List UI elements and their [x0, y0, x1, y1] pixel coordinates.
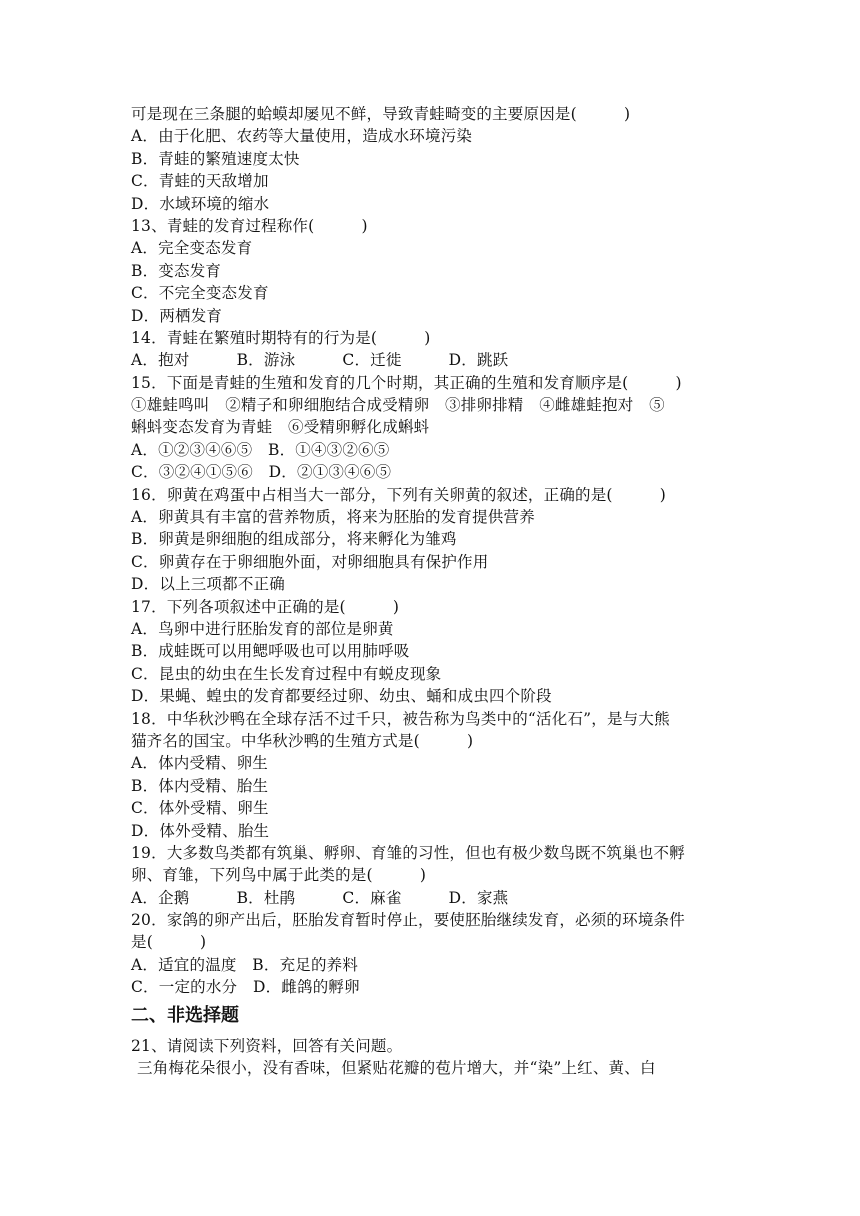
- option-line: D．水域环境的缩水: [131, 194, 270, 213]
- option-line: D．以上三项都不正确: [131, 575, 285, 594]
- option-line: B．成蛙既可以用鳃呼吸也可以用肺呼吸: [131, 642, 410, 661]
- option-line: D．果蝇、蝗虫的发育都要经过卵、幼虫、蛹和成虫四个阶段: [131, 687, 552, 706]
- option-line: A．完全变态发育: [131, 239, 253, 258]
- text-line: 卵、育雏，下列鸟中属于此类的是( ): [131, 866, 427, 885]
- option-line: A．①②③④⑥⑤ B．①④③②⑥⑤: [131, 440, 390, 459]
- option-line: A．鸟卵中进行胚胎发育的部位是卵黄: [131, 619, 394, 638]
- question-21: 21、请阅读下列资料，回答有关问题。: [131, 1036, 403, 1055]
- option-line: A．企鹅 B．杜鹃 C．麻雀 D．家燕: [131, 888, 509, 907]
- text-line: 蝌蚪变态发育为青蛙 ⑥受精卵孵化成蝌蚪: [131, 418, 430, 437]
- option-line: B．变态发育: [131, 261, 222, 280]
- question-19: 19．大多数鸟类都有筑巢、孵卵、育雏的习性，但也有极少数鸟既不筑巢也不孵: [131, 843, 685, 862]
- passage-line: 三角梅花朵很小，没有香味，但紧贴花瓣的苞片增大，并“染”上红、黄、白: [137, 1059, 656, 1078]
- option-line: A．适宜的温度 B．充足的养料: [131, 955, 359, 974]
- question-18: 18．中华秋沙鸭在全球存活不过千只，被告称为鸟类中的“活化石”，是与大熊: [131, 709, 670, 728]
- option-line: C．体外受精、卵生: [131, 799, 269, 818]
- option-line: C．昆虫的幼虫在生长发育过程中有蜕皮现象: [131, 664, 442, 683]
- section-heading: 二、非选择题: [131, 1004, 239, 1026]
- question-20: 20．家鸽的卵产出后，胚胎发育暂时停止，要使胚胎继续发育，必须的环境条件: [131, 911, 685, 930]
- option-line: D．两栖发育: [131, 306, 223, 325]
- question-13: 13、青蛙的发育过程称作( ): [131, 216, 368, 235]
- document-content: [131, 103, 731, 1079]
- option-line: D．体外受精、胎生: [131, 821, 270, 840]
- text-line: 猫齐名的国宝。中华秋沙鸭的生殖方式是( ): [131, 731, 474, 750]
- option-line: B．卵黄是卵细胞的组成部分，将来孵化为雏鸡: [131, 530, 457, 549]
- question-15: 15．下面是青蛙的生殖和发育的几个时期，其正确的生殖和发育顺序是( ): [131, 373, 682, 392]
- option-line: C．不完全变态发育: [131, 284, 269, 303]
- option-line: A．体内受精、卵生: [131, 754, 268, 773]
- text-line: 是( ): [131, 933, 207, 952]
- option-line: C．卵黄存在于卵细胞外面，对卵细胞具有保护作用: [131, 552, 489, 571]
- question-16: 16．卵黄在鸡蛋中占相当大一部分，下列有关卵黄的叙述，正确的是( ): [131, 485, 667, 504]
- option-line: A．抱对 B．游泳 C．迁徙 D．跳跃: [131, 351, 509, 370]
- option-line: A．由于化肥、农药等大量使用，造成水环境污染: [131, 127, 473, 146]
- question-17: 17．下列各项叙述中正确的是( ): [131, 597, 400, 616]
- text-line: 可是现在三条腿的蛤蟆却屡见不鲜，导致青蛙畸变的主要原因是( ): [131, 105, 631, 123]
- question-14: 14．青蛙在繁殖时期特有的行为是( ): [131, 328, 431, 347]
- option-line: C．一定的水分 D．雌鸽的孵卵: [131, 978, 360, 997]
- option-line: C．③②④①⑤⑥ D．②①③④⑥⑤: [131, 463, 392, 482]
- option-line: C．青蛙的天敌增加: [131, 172, 269, 191]
- option-line: A．卵黄具有丰富的营养物质，将来为胚胎的发育提供营养: [131, 508, 535, 527]
- text-line: ①雄蛙鸣叫 ②精子和卵细胞结合成受精卵 ③排卵排精 ④雌雄蛙抱对 ⑤: [131, 396, 665, 415]
- option-line: B．体内受精、胎生: [131, 776, 269, 795]
- option-line: B．青蛙的繁殖速度太快: [131, 149, 300, 168]
